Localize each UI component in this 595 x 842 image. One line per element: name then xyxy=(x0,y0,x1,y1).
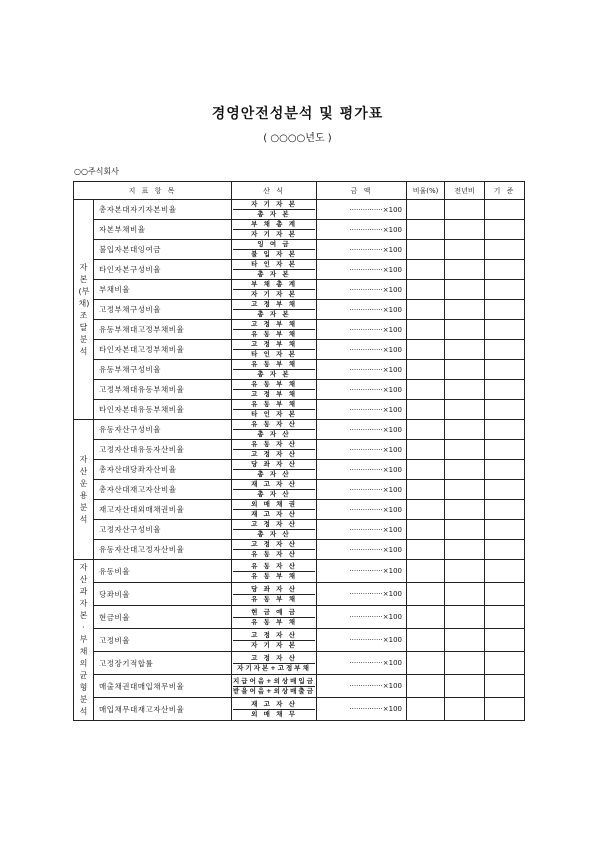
amount-cell[interactable]: ···············×100 xyxy=(317,400,407,420)
ratio-cell[interactable] xyxy=(407,220,445,240)
category-cell xyxy=(74,200,94,420)
indicator-name: 재고자산대외매채권비율 xyxy=(94,500,232,520)
prev-year-cell[interactable] xyxy=(445,480,485,500)
formula-cell xyxy=(232,360,317,380)
formula-numerator: 고 정 부 채 xyxy=(233,320,315,330)
formula-cell xyxy=(232,320,317,340)
formula-denominator: 받을어음+외상매출금 xyxy=(233,686,315,695)
indicator-name: 고정부채구성비율 xyxy=(94,300,232,320)
header-prev-year: 전년비 xyxy=(445,182,485,200)
indicator-name: 유동자산구성비율 xyxy=(94,420,232,440)
ratio-cell[interactable] xyxy=(407,420,445,440)
table-row xyxy=(74,220,525,240)
formula-numerator: 부 채 총 계 xyxy=(233,280,315,290)
standard-cell[interactable] xyxy=(485,560,525,583)
ratio-cell[interactable] xyxy=(407,460,445,480)
indicator-name: 부채비율 xyxy=(94,280,232,300)
formula-cell xyxy=(232,540,317,560)
standard-cell[interactable] xyxy=(485,400,525,420)
indicator-name: 총자본대자기자본비율 xyxy=(94,200,232,220)
amount-cell[interactable]: ···············×100 xyxy=(317,652,407,675)
amount-cell[interactable]: ···············×100 xyxy=(317,440,407,460)
prev-year-cell[interactable] xyxy=(445,520,485,540)
formula-numerator: 잉 여 금 xyxy=(233,240,315,250)
formula-denominator: 재 고 자 산 xyxy=(251,510,297,518)
category-cell xyxy=(74,420,94,560)
formula-cell xyxy=(232,520,317,540)
ratio-cell[interactable] xyxy=(407,606,445,629)
header-ratio: 비율(%) xyxy=(407,182,445,200)
formula-numerator: 지급어음+외상매입금 xyxy=(233,676,315,685)
standard-cell[interactable] xyxy=(485,583,525,606)
formula-numerator: 재 고 자 산 xyxy=(233,700,315,710)
header-amount: 금 액 xyxy=(317,182,407,200)
formula-denominator: 총 자 산 xyxy=(257,490,291,498)
amount-cell[interactable]: ···············×100 xyxy=(317,675,407,698)
amount-cell[interactable]: ···············×100 xyxy=(317,260,407,280)
amount-cell[interactable]: ···············×100 xyxy=(317,520,407,540)
formula-numerator: 유 동 자 산 xyxy=(233,420,315,430)
table-row xyxy=(74,560,525,583)
table-row xyxy=(74,260,525,280)
amount-cell[interactable]: ···············×100 xyxy=(317,200,407,220)
ratio-cell[interactable] xyxy=(407,320,445,340)
formula-numerator: 자 기 자 본 xyxy=(233,200,315,210)
amount-cell[interactable]: ···············×100 xyxy=(317,220,407,240)
formula-cell xyxy=(232,300,317,320)
table-row xyxy=(74,300,525,320)
indicator-name: 자본부채비율 xyxy=(94,220,232,240)
ratio-cell[interactable] xyxy=(407,540,445,560)
formula-denominator: 고 정 자 산 xyxy=(251,450,297,458)
indicator-name: 유동비율 xyxy=(94,560,232,583)
category-cell xyxy=(74,560,94,721)
standard-cell[interactable] xyxy=(485,320,525,340)
standard-cell[interactable] xyxy=(485,698,525,721)
table-row xyxy=(74,240,525,260)
standard-cell[interactable] xyxy=(485,629,525,652)
prev-year-cell[interactable] xyxy=(445,629,485,652)
standard-cell[interactable] xyxy=(485,340,525,360)
standard-cell[interactable] xyxy=(485,480,525,500)
ratio-cell[interactable] xyxy=(407,260,445,280)
formula-cell xyxy=(232,698,317,721)
formula-cell xyxy=(232,629,317,652)
indicator-name: 총자산대재고자산비율 xyxy=(94,480,232,500)
table-row xyxy=(74,606,525,629)
amount-cell[interactable]: ···············×100 xyxy=(317,629,407,652)
prev-year-cell[interactable] xyxy=(445,540,485,560)
formula-numerator: 외 매 채 권 xyxy=(233,500,315,510)
header-standard: 기 준 xyxy=(485,182,525,200)
amount-cell[interactable]: ···············×100 xyxy=(317,340,407,360)
indicator-name: 매출채권대매입채무비율 xyxy=(94,675,232,698)
indicator-name: 불입자본대잉여금 xyxy=(94,240,232,260)
prev-year-cell[interactable] xyxy=(445,220,485,240)
formula-numerator: 당 좌 자 산 xyxy=(233,585,315,595)
formula-numerator: 고 정 자 산 xyxy=(233,631,315,641)
formula-numerator: 고 정 자 산 xyxy=(233,654,315,664)
category-label: 자산운용분석 xyxy=(79,454,88,524)
indicator-name: 타인자본구성비율 xyxy=(94,260,232,280)
prev-year-cell[interactable] xyxy=(445,240,485,260)
ratio-cell[interactable] xyxy=(407,698,445,721)
formula-denominator: 자 기 자 본 xyxy=(251,640,297,649)
ratio-cell[interactable] xyxy=(407,583,445,606)
prev-year-cell[interactable] xyxy=(445,606,485,629)
formula-numerator: 타 인 자 본 xyxy=(233,260,315,270)
table-row xyxy=(74,280,525,300)
table-row xyxy=(74,540,525,560)
standard-cell[interactable] xyxy=(485,420,525,440)
formula-denominator: 유 동 부 채 xyxy=(251,594,297,603)
table-row xyxy=(74,629,525,652)
formula-denominator: 총 자 본 xyxy=(257,310,291,318)
formula-cell xyxy=(232,400,317,420)
standard-cell[interactable] xyxy=(485,220,525,240)
indicator-name: 고정자산대유동자산비율 xyxy=(94,440,232,460)
amount-cell[interactable]: ···············×100 xyxy=(317,280,407,300)
formula-denominator: 불 입 자 본 xyxy=(251,250,297,258)
amount-cell[interactable]: ···············×100 xyxy=(317,240,407,260)
indicator-name: 유동부채구성비율 xyxy=(94,360,232,380)
formula-cell xyxy=(232,675,317,698)
ratio-cell[interactable] xyxy=(407,240,445,260)
indicator-name: 고정부채대유동부채비율 xyxy=(94,380,232,400)
prev-year-cell[interactable] xyxy=(445,652,485,675)
table-row xyxy=(74,380,525,400)
amount-cell[interactable]: ···············×100 xyxy=(317,300,407,320)
ratio-cell[interactable] xyxy=(407,340,445,360)
ratio-cell[interactable] xyxy=(407,200,445,220)
formula-numerator: 부 채 총 계 xyxy=(233,220,315,230)
formula-numerator: 유 동 자 산 xyxy=(233,562,315,572)
formula-numerator: 유 동 자 산 xyxy=(233,440,315,450)
formula-denominator: 유 동 자 산 xyxy=(251,550,297,558)
standard-cell[interactable] xyxy=(485,520,525,540)
indicator-name: 현금비율 xyxy=(94,606,232,629)
indicator-name: 고정비율 xyxy=(94,629,232,652)
indicator-name: 유동자산대고정자산비율 xyxy=(94,540,232,560)
table-row xyxy=(74,583,525,606)
category-label: 자산과자본·부채의균형분석 xyxy=(79,563,88,716)
formula-cell xyxy=(232,240,317,260)
formula-cell xyxy=(232,420,317,440)
table-row xyxy=(74,340,525,360)
category-label: 자본(부채)조달분석 xyxy=(78,262,90,356)
table-row xyxy=(74,500,525,520)
formula-cell xyxy=(232,652,317,675)
standard-cell[interactable] xyxy=(485,380,525,400)
amount-cell[interactable]: ···············×100 xyxy=(317,560,407,583)
indicator-name: 타인자본대고정부채비율 xyxy=(94,340,232,360)
stability-analysis-table xyxy=(73,181,525,721)
amount-cell[interactable]: ···············×100 xyxy=(317,583,407,606)
indicator-name: 고정자산구성비율 xyxy=(94,520,232,540)
table-row xyxy=(74,460,525,480)
ratio-cell[interactable] xyxy=(407,560,445,583)
table-row xyxy=(74,420,525,440)
header-indicator: 지 표 항 목 xyxy=(74,182,232,200)
formula-cell xyxy=(232,380,317,400)
ratio-cell[interactable] xyxy=(407,360,445,380)
prev-year-cell[interactable] xyxy=(445,380,485,400)
ratio-cell[interactable] xyxy=(407,675,445,698)
prev-year-cell[interactable] xyxy=(445,340,485,360)
amount-cell[interactable]: ···············×100 xyxy=(317,540,407,560)
fiscal-year-subtitle: ( ○○○○년도 ) xyxy=(263,133,332,144)
indicator-name: 매입채무대재고자산비율 xyxy=(94,698,232,721)
ratio-cell[interactable] xyxy=(407,280,445,300)
table-row xyxy=(74,200,525,220)
indicator-name: 당좌비율 xyxy=(94,583,232,606)
table-row xyxy=(74,520,525,540)
standard-cell[interactable] xyxy=(485,240,525,260)
table-row xyxy=(74,320,525,340)
formula-numerator: 현 금 예 금 xyxy=(233,608,315,618)
formula-denominator: 자 기 자 본 xyxy=(251,290,297,298)
prev-year-cell[interactable] xyxy=(445,500,485,520)
standard-cell[interactable] xyxy=(485,260,525,280)
standard-cell[interactable] xyxy=(485,360,525,380)
formula-denominator: 총 자 산 xyxy=(257,430,291,438)
standard-cell[interactable] xyxy=(485,675,525,698)
standard-cell[interactable] xyxy=(485,300,525,320)
formula-numerator: 재 고 자 산 xyxy=(233,480,315,490)
formula-denominator: 타 인 자 본 xyxy=(251,350,297,358)
formula-denominator: 고 정 부 채 xyxy=(251,390,297,398)
formula-denominator: 유 동 부 채 xyxy=(251,330,297,338)
formula-denominator: 자기자본+고정부채 xyxy=(237,663,311,672)
prev-year-cell[interactable] xyxy=(445,560,485,583)
amount-cell[interactable]: ···············×100 xyxy=(317,380,407,400)
amount-cell[interactable]: ···············×100 xyxy=(317,606,407,629)
table-header-row xyxy=(74,182,525,200)
ratio-cell[interactable] xyxy=(407,652,445,675)
formula-denominator: 유 동 부 채 xyxy=(251,571,297,580)
formula-cell xyxy=(232,480,317,500)
header-formula: 산 식 xyxy=(232,182,317,200)
prev-year-cell[interactable] xyxy=(445,698,485,721)
table-row xyxy=(74,400,525,420)
formula-cell xyxy=(232,460,317,480)
prev-year-cell[interactable] xyxy=(445,280,485,300)
formula-denominator: 총 자 본 xyxy=(257,270,291,278)
amount-cell[interactable]: ···············×100 xyxy=(317,500,407,520)
formula-denominator: 자 기 자 본 xyxy=(251,230,297,238)
ratio-cell[interactable] xyxy=(407,300,445,320)
prev-year-cell[interactable] xyxy=(445,460,485,480)
table-row xyxy=(74,698,525,721)
formula-cell xyxy=(232,583,317,606)
formula-cell xyxy=(232,500,317,520)
standard-cell[interactable] xyxy=(485,500,525,520)
amount-cell[interactable]: ···············×100 xyxy=(317,480,407,500)
ratio-cell[interactable] xyxy=(407,440,445,460)
ratio-cell[interactable] xyxy=(407,380,445,400)
formula-cell xyxy=(232,260,317,280)
formula-numerator: 당 좌 자 산 xyxy=(233,460,315,470)
prev-year-cell[interactable] xyxy=(445,400,485,420)
ratio-cell[interactable] xyxy=(407,520,445,540)
table-row xyxy=(74,652,525,675)
formula-denominator: 총 자 산 xyxy=(257,530,291,538)
formula-denominator: 외 매 채 무 xyxy=(251,709,297,718)
indicator-name: 총자산대당좌자산비율 xyxy=(94,460,232,480)
standard-cell[interactable] xyxy=(485,200,525,220)
standard-cell[interactable] xyxy=(485,606,525,629)
prev-year-cell[interactable] xyxy=(445,583,485,606)
indicator-name: 유동부채대고정부채비율 xyxy=(94,320,232,340)
table-row xyxy=(74,480,525,500)
table-row xyxy=(74,675,525,698)
company-name: ○○주식회사 xyxy=(74,167,119,176)
standard-cell[interactable] xyxy=(485,652,525,675)
amount-cell[interactable]: ···············×100 xyxy=(317,420,407,440)
formula-cell xyxy=(232,606,317,629)
standard-cell[interactable] xyxy=(485,460,525,480)
formula-cell xyxy=(232,440,317,460)
amount-cell[interactable]: ···············×100 xyxy=(317,360,407,380)
standard-cell[interactable] xyxy=(485,540,525,560)
ratio-cell[interactable] xyxy=(407,629,445,652)
formula-cell xyxy=(232,560,317,583)
standard-cell[interactable] xyxy=(485,280,525,300)
formula-numerator: 고 정 자 산 xyxy=(233,520,315,530)
formula-numerator: 고 정 부 채 xyxy=(233,300,315,310)
prev-year-cell[interactable] xyxy=(445,300,485,320)
ratio-cell[interactable] xyxy=(407,500,445,520)
amount-cell[interactable]: ···············×100 xyxy=(317,698,407,721)
page-title: 경영안전성분석 및 평가표 xyxy=(211,106,384,122)
indicator-name: 고정장기적합률 xyxy=(94,652,232,675)
formula-numerator: 고 정 부 채 xyxy=(233,340,315,350)
table-row xyxy=(74,360,525,380)
formula-denominator: 총 자 본 xyxy=(257,210,291,218)
amount-cell[interactable]: ···············×100 xyxy=(317,320,407,340)
formula-numerator: 유 동 부 채 xyxy=(233,400,315,410)
prev-year-cell[interactable] xyxy=(445,320,485,340)
table-row xyxy=(74,440,525,460)
prev-year-cell[interactable] xyxy=(445,360,485,380)
amount-cell[interactable]: ···············×100 xyxy=(317,460,407,480)
formula-numerator: 유 동 부 채 xyxy=(233,360,315,370)
indicator-name: 타인자본대유동부채비율 xyxy=(94,400,232,420)
formula-denominator: 타 인 자 본 xyxy=(251,410,297,418)
formula-denominator: 총 자 본 xyxy=(257,370,291,378)
prev-year-cell[interactable] xyxy=(445,420,485,440)
formula-cell xyxy=(232,220,317,240)
formula-denominator: 총 자 산 xyxy=(257,470,291,478)
prev-year-cell[interactable] xyxy=(445,260,485,280)
formula-cell xyxy=(232,200,317,220)
formula-denominator: 유 동 부 채 xyxy=(251,617,297,626)
formula-cell xyxy=(232,280,317,300)
prev-year-cell[interactable] xyxy=(445,200,485,220)
ratio-cell[interactable] xyxy=(407,480,445,500)
standard-cell[interactable] xyxy=(485,440,525,460)
prev-year-cell[interactable] xyxy=(445,675,485,698)
formula-numerator: 고 정 자 산 xyxy=(233,540,315,550)
prev-year-cell[interactable] xyxy=(445,440,485,460)
formula-numerator: 유 동 부 채 xyxy=(233,380,315,390)
ratio-cell[interactable] xyxy=(407,400,445,420)
formula-cell xyxy=(232,340,317,360)
